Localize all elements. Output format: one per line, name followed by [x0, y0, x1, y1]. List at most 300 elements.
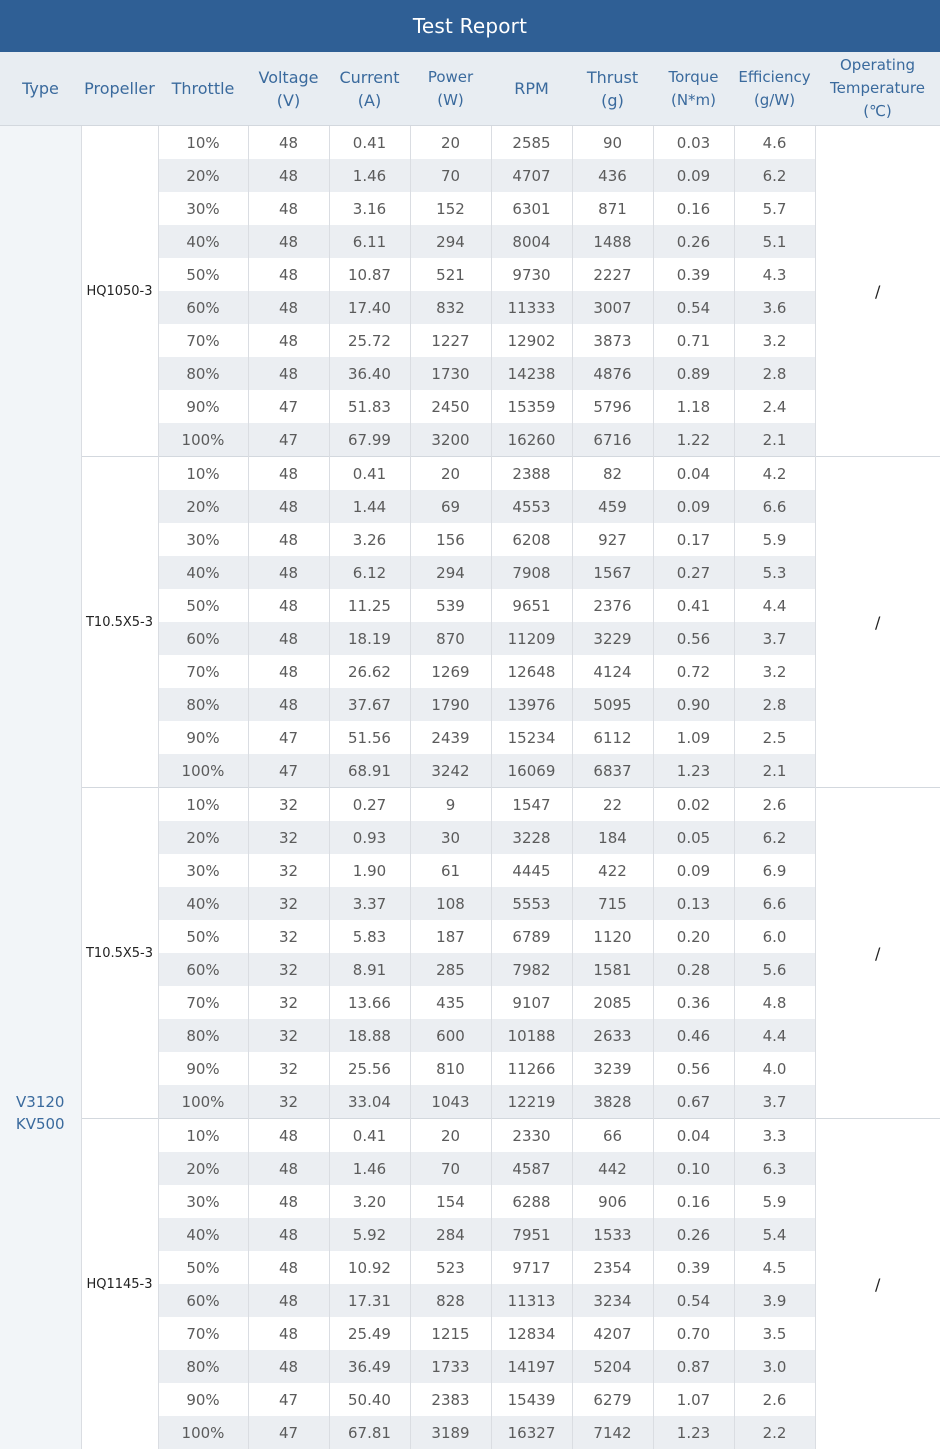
- power-cell: 69: [410, 490, 491, 523]
- rpm-cell: 6288: [491, 1185, 572, 1218]
- current-cell: 68.91: [329, 754, 410, 788]
- thrust-cell: 2376: [572, 589, 653, 622]
- throttle-cell: 40%: [158, 1218, 248, 1251]
- voltage-cell: 48: [248, 1119, 329, 1153]
- thrust-cell: 184: [572, 821, 653, 854]
- propeller-cell: HQ1145-3: [81, 1119, 158, 1449]
- power-cell: 828: [410, 1284, 491, 1317]
- throttle-cell: 30%: [158, 523, 248, 556]
- current-cell: 67.99: [329, 423, 410, 457]
- voltage-cell: 48: [248, 490, 329, 523]
- thrust-cell: 3007: [572, 291, 653, 324]
- rpm-cell: 7951: [491, 1218, 572, 1251]
- throttle-cell: 20%: [158, 1152, 248, 1185]
- torque-cell: 0.56: [653, 622, 734, 655]
- power-cell: 20: [410, 1119, 491, 1153]
- table-row: [0, 126, 940, 160]
- voltage-cell: 47: [248, 1383, 329, 1416]
- operating-temperature-cell: /: [815, 457, 940, 788]
- voltage-cell: 48: [248, 291, 329, 324]
- power-cell: 294: [410, 556, 491, 589]
- torque-cell: 0.16: [653, 192, 734, 225]
- header-thrust: Thrust (g): [572, 52, 653, 126]
- thrust-cell: 6279: [572, 1383, 653, 1416]
- torque-cell: 0.05: [653, 821, 734, 854]
- thrust-cell: 3234: [572, 1284, 653, 1317]
- torque-cell: 0.71: [653, 324, 734, 357]
- thrust-cell: 2227: [572, 258, 653, 291]
- torque-cell: 0.28: [653, 953, 734, 986]
- current-cell: 1.90: [329, 854, 410, 887]
- rpm-cell: 12648: [491, 655, 572, 688]
- thrust-cell: 906: [572, 1185, 653, 1218]
- table-row: [0, 1119, 940, 1153]
- current-cell: 51.56: [329, 721, 410, 754]
- torque-cell: 0.39: [653, 258, 734, 291]
- thrust-cell: 82: [572, 457, 653, 491]
- rpm-cell: 9107: [491, 986, 572, 1019]
- current-cell: 13.66: [329, 986, 410, 1019]
- efficiency-cell: 6.6: [734, 887, 815, 920]
- power-cell: 1730: [410, 357, 491, 390]
- throttle-cell: 70%: [158, 324, 248, 357]
- thrust-cell: 2633: [572, 1019, 653, 1052]
- current-cell: 3.20: [329, 1185, 410, 1218]
- rpm-cell: 2330: [491, 1119, 572, 1153]
- throttle-cell: 40%: [158, 556, 248, 589]
- efficiency-cell: 2.5: [734, 721, 815, 754]
- throttle-cell: 100%: [158, 423, 248, 457]
- torque-cell: 0.13: [653, 887, 734, 920]
- power-cell: 20: [410, 126, 491, 160]
- header-rpm: RPM: [491, 52, 572, 126]
- thrust-cell: 7142: [572, 1416, 653, 1449]
- efficiency-cell: 2.1: [734, 754, 815, 788]
- rpm-cell: 6301: [491, 192, 572, 225]
- rpm-cell: 8004: [491, 225, 572, 258]
- rpm-cell: 16069: [491, 754, 572, 788]
- throttle-cell: 30%: [158, 1185, 248, 1218]
- throttle-cell: 90%: [158, 1383, 248, 1416]
- torque-cell: 0.36: [653, 986, 734, 1019]
- rpm-cell: 16327: [491, 1416, 572, 1449]
- voltage-cell: 48: [248, 159, 329, 192]
- power-cell: 30: [410, 821, 491, 854]
- torque-cell: 0.39: [653, 1251, 734, 1284]
- thrust-cell: 4207: [572, 1317, 653, 1350]
- rpm-cell: 10188: [491, 1019, 572, 1052]
- operating-temperature-cell: /: [815, 788, 940, 1119]
- throttle-cell: 20%: [158, 159, 248, 192]
- propeller-cell: T10.5X5-3: [81, 457, 158, 788]
- efficiency-cell: 2.6: [734, 1383, 815, 1416]
- voltage-cell: 48: [248, 1251, 329, 1284]
- current-cell: 6.12: [329, 556, 410, 589]
- rpm-cell: 13976: [491, 688, 572, 721]
- rpm-cell: 6789: [491, 920, 572, 953]
- throttle-cell: 50%: [158, 920, 248, 953]
- rpm-cell: 2585: [491, 126, 572, 160]
- voltage-cell: 32: [248, 953, 329, 986]
- voltage-cell: 48: [248, 556, 329, 589]
- current-cell: 0.93: [329, 821, 410, 854]
- torque-cell: 0.90: [653, 688, 734, 721]
- torque-cell: 1.23: [653, 1416, 734, 1449]
- rpm-cell: 12219: [491, 1085, 572, 1119]
- torque-cell: 0.04: [653, 1119, 734, 1153]
- current-cell: 50.40: [329, 1383, 410, 1416]
- torque-cell: 0.54: [653, 291, 734, 324]
- efficiency-cell: 6.9: [734, 854, 815, 887]
- efficiency-cell: 2.6: [734, 788, 815, 822]
- efficiency-cell: 4.6: [734, 126, 815, 160]
- power-cell: 1269: [410, 655, 491, 688]
- voltage-cell: 47: [248, 1416, 329, 1449]
- current-cell: 33.04: [329, 1085, 410, 1119]
- rpm-cell: 14197: [491, 1350, 572, 1383]
- header-voltage: Voltage (V): [248, 52, 329, 126]
- current-cell: 25.56: [329, 1052, 410, 1085]
- throttle-cell: 80%: [158, 1019, 248, 1052]
- throttle-cell: 50%: [158, 1251, 248, 1284]
- efficiency-cell: 5.3: [734, 556, 815, 589]
- thrust-cell: 871: [572, 192, 653, 225]
- voltage-cell: 32: [248, 1052, 329, 1085]
- thrust-cell: 436: [572, 159, 653, 192]
- power-cell: 2450: [410, 390, 491, 423]
- thrust-cell: 5204: [572, 1350, 653, 1383]
- operating-temperature-cell: /: [815, 1119, 940, 1449]
- current-cell: 18.19: [329, 622, 410, 655]
- rpm-cell: 6208: [491, 523, 572, 556]
- voltage-cell: 48: [248, 324, 329, 357]
- current-cell: 10.87: [329, 258, 410, 291]
- efficiency-cell: 3.2: [734, 655, 815, 688]
- throttle-cell: 90%: [158, 721, 248, 754]
- efficiency-cell: 6.0: [734, 920, 815, 953]
- power-cell: 810: [410, 1052, 491, 1085]
- throttle-cell: 40%: [158, 887, 248, 920]
- thrust-cell: 66: [572, 1119, 653, 1153]
- voltage-cell: 48: [248, 1152, 329, 1185]
- thrust-cell: 3239: [572, 1052, 653, 1085]
- power-cell: 20: [410, 457, 491, 491]
- voltage-cell: 48: [248, 357, 329, 390]
- power-cell: 187: [410, 920, 491, 953]
- voltage-cell: 47: [248, 754, 329, 788]
- voltage-cell: 48: [248, 457, 329, 491]
- power-cell: 1043: [410, 1085, 491, 1119]
- current-cell: 1.44: [329, 490, 410, 523]
- efficiency-cell: 2.4: [734, 390, 815, 423]
- throttle-cell: 90%: [158, 390, 248, 423]
- current-cell: 1.46: [329, 159, 410, 192]
- voltage-cell: 32: [248, 1085, 329, 1119]
- current-cell: 25.72: [329, 324, 410, 357]
- voltage-cell: 32: [248, 920, 329, 953]
- throttle-cell: 50%: [158, 589, 248, 622]
- efficiency-cell: 6.6: [734, 490, 815, 523]
- current-cell: 3.37: [329, 887, 410, 920]
- efficiency-cell: 3.0: [734, 1350, 815, 1383]
- rpm-cell: 11209: [491, 622, 572, 655]
- throttle-cell: 40%: [158, 225, 248, 258]
- power-cell: 285: [410, 953, 491, 986]
- power-cell: 108: [410, 887, 491, 920]
- throttle-cell: 30%: [158, 192, 248, 225]
- efficiency-cell: 4.0: [734, 1052, 815, 1085]
- power-cell: 3200: [410, 423, 491, 457]
- power-cell: 3242: [410, 754, 491, 788]
- current-cell: 5.92: [329, 1218, 410, 1251]
- thrust-cell: 1120: [572, 920, 653, 953]
- rpm-cell: 4707: [491, 159, 572, 192]
- power-cell: 1733: [410, 1350, 491, 1383]
- current-cell: 0.27: [329, 788, 410, 822]
- torque-cell: 0.03: [653, 126, 734, 160]
- thrust-cell: 927: [572, 523, 653, 556]
- header-type: Type: [0, 52, 81, 126]
- throttle-cell: 60%: [158, 622, 248, 655]
- current-cell: 8.91: [329, 953, 410, 986]
- voltage-cell: 48: [248, 225, 329, 258]
- torque-cell: 1.09: [653, 721, 734, 754]
- throttle-cell: 30%: [158, 854, 248, 887]
- rpm-cell: 15439: [491, 1383, 572, 1416]
- power-cell: 2383: [410, 1383, 491, 1416]
- rpm-cell: 12834: [491, 1317, 572, 1350]
- throttle-cell: 100%: [158, 1085, 248, 1119]
- current-cell: 17.40: [329, 291, 410, 324]
- thrust-cell: 4876: [572, 357, 653, 390]
- rpm-cell: 11313: [491, 1284, 572, 1317]
- motor-type-line1: V3120: [0, 1091, 81, 1113]
- torque-cell: 0.27: [653, 556, 734, 589]
- voltage-cell: 48: [248, 1284, 329, 1317]
- rpm-cell: 1547: [491, 788, 572, 822]
- power-cell: 9: [410, 788, 491, 822]
- throttle-cell: 20%: [158, 490, 248, 523]
- torque-cell: 0.72: [653, 655, 734, 688]
- throttle-cell: 80%: [158, 357, 248, 390]
- power-cell: 3189: [410, 1416, 491, 1449]
- efficiency-cell: 6.2: [734, 821, 815, 854]
- thrust-cell: 6112: [572, 721, 653, 754]
- torque-cell: 0.54: [653, 1284, 734, 1317]
- power-cell: 152: [410, 192, 491, 225]
- power-cell: 832: [410, 291, 491, 324]
- power-cell: 294: [410, 225, 491, 258]
- rpm-cell: 14238: [491, 357, 572, 390]
- thrust-cell: 1581: [572, 953, 653, 986]
- rpm-cell: 9651: [491, 589, 572, 622]
- torque-cell: 0.20: [653, 920, 734, 953]
- throttle-cell: 10%: [158, 126, 248, 160]
- voltage-cell: 48: [248, 1218, 329, 1251]
- efficiency-cell: 5.7: [734, 192, 815, 225]
- propeller-cell: T10.5X5-3: [81, 788, 158, 1119]
- current-cell: 0.41: [329, 126, 410, 160]
- thrust-cell: 3828: [572, 1085, 653, 1119]
- power-cell: 1215: [410, 1317, 491, 1350]
- efficiency-cell: 3.6: [734, 291, 815, 324]
- voltage-cell: 48: [248, 589, 329, 622]
- throttle-cell: 80%: [158, 688, 248, 721]
- efficiency-cell: 6.2: [734, 159, 815, 192]
- torque-cell: 1.18: [653, 390, 734, 423]
- current-cell: 0.41: [329, 457, 410, 491]
- throttle-cell: 70%: [158, 986, 248, 1019]
- torque-cell: 1.23: [653, 754, 734, 788]
- rpm-cell: 9717: [491, 1251, 572, 1284]
- power-cell: 600: [410, 1019, 491, 1052]
- voltage-cell: 48: [248, 655, 329, 688]
- torque-cell: 0.70: [653, 1317, 734, 1350]
- thrust-cell: 6716: [572, 423, 653, 457]
- voltage-cell: 48: [248, 192, 329, 225]
- current-cell: 18.88: [329, 1019, 410, 1052]
- thrust-cell: 459: [572, 490, 653, 523]
- rpm-cell: 3228: [491, 821, 572, 854]
- throttle-cell: 60%: [158, 953, 248, 986]
- efficiency-cell: 3.7: [734, 1085, 815, 1119]
- header-efficiency: Efficiency (g/W): [734, 52, 815, 126]
- thrust-cell: 422: [572, 854, 653, 887]
- efficiency-cell: 4.2: [734, 457, 815, 491]
- efficiency-cell: 5.9: [734, 523, 815, 556]
- current-cell: 3.16: [329, 192, 410, 225]
- efficiency-cell: 5.1: [734, 225, 815, 258]
- header-propeller: Propeller: [81, 52, 158, 126]
- current-cell: 51.83: [329, 390, 410, 423]
- report-title: Test Report: [0, 0, 940, 52]
- voltage-cell: 48: [248, 688, 329, 721]
- current-cell: 26.62: [329, 655, 410, 688]
- rpm-cell: 11333: [491, 291, 572, 324]
- torque-cell: 0.89: [653, 357, 734, 390]
- torque-cell: 0.26: [653, 1218, 734, 1251]
- rpm-cell: 9730: [491, 258, 572, 291]
- torque-cell: 0.09: [653, 854, 734, 887]
- power-cell: 521: [410, 258, 491, 291]
- thrust-cell: 3873: [572, 324, 653, 357]
- thrust-cell: 5095: [572, 688, 653, 721]
- thrust-cell: 4124: [572, 655, 653, 688]
- torque-cell: 0.10: [653, 1152, 734, 1185]
- propeller-cell: HQ1050-3: [81, 126, 158, 457]
- power-cell: 70: [410, 1152, 491, 1185]
- header-torque: Torque (N*m): [653, 52, 734, 126]
- power-cell: 2439: [410, 721, 491, 754]
- efficiency-cell: 4.3: [734, 258, 815, 291]
- current-cell: 10.92: [329, 1251, 410, 1284]
- thrust-cell: 22: [572, 788, 653, 822]
- power-cell: 539: [410, 589, 491, 622]
- test-report-table: [0, 52, 940, 1449]
- torque-cell: 0.09: [653, 490, 734, 523]
- operating-temperature-cell: /: [815, 126, 940, 457]
- voltage-cell: 48: [248, 1185, 329, 1218]
- header-current: Current (A): [329, 52, 410, 126]
- throttle-cell: 100%: [158, 754, 248, 788]
- efficiency-cell: 3.2: [734, 324, 815, 357]
- current-cell: 5.83: [329, 920, 410, 953]
- torque-cell: 0.56: [653, 1052, 734, 1085]
- efficiency-cell: 4.5: [734, 1251, 815, 1284]
- table-row: [0, 457, 940, 491]
- efficiency-cell: 3.5: [734, 1317, 815, 1350]
- rpm-cell: 11266: [491, 1052, 572, 1085]
- power-cell: 154: [410, 1185, 491, 1218]
- thrust-cell: 715: [572, 887, 653, 920]
- throttle-cell: 70%: [158, 1317, 248, 1350]
- voltage-cell: 48: [248, 523, 329, 556]
- throttle-cell: 50%: [158, 258, 248, 291]
- thrust-cell: 6837: [572, 754, 653, 788]
- thrust-cell: 2354: [572, 1251, 653, 1284]
- efficiency-cell: 2.8: [734, 688, 815, 721]
- thrust-cell: 1567: [572, 556, 653, 589]
- rpm-cell: 15234: [491, 721, 572, 754]
- throttle-cell: 70%: [158, 655, 248, 688]
- torque-cell: 1.22: [653, 423, 734, 457]
- efficiency-cell: 3.7: [734, 622, 815, 655]
- rpm-cell: 7982: [491, 953, 572, 986]
- torque-cell: 0.67: [653, 1085, 734, 1119]
- torque-cell: 0.46: [653, 1019, 734, 1052]
- voltage-cell: 47: [248, 721, 329, 754]
- thrust-cell: 442: [572, 1152, 653, 1185]
- current-cell: 11.25: [329, 589, 410, 622]
- table-body: [0, 126, 940, 1449]
- throttle-cell: 20%: [158, 821, 248, 854]
- current-cell: 1.46: [329, 1152, 410, 1185]
- voltage-cell: 32: [248, 788, 329, 822]
- efficiency-cell: 4.8: [734, 986, 815, 1019]
- current-cell: 6.11: [329, 225, 410, 258]
- table-row: [0, 788, 940, 822]
- throttle-cell: 10%: [158, 457, 248, 491]
- throttle-cell: 90%: [158, 1052, 248, 1085]
- power-cell: 870: [410, 622, 491, 655]
- motor-type-line2: KV500: [0, 1113, 81, 1135]
- voltage-cell: 32: [248, 1019, 329, 1052]
- thrust-cell: 1533: [572, 1218, 653, 1251]
- torque-cell: 0.41: [653, 589, 734, 622]
- header-power: Power (W): [410, 52, 491, 126]
- header-operating-temperature: Operating Temperature (℃): [815, 52, 940, 126]
- thrust-cell: 90: [572, 126, 653, 160]
- voltage-cell: 32: [248, 821, 329, 854]
- torque-cell: 1.07: [653, 1383, 734, 1416]
- rpm-cell: 15359: [491, 390, 572, 423]
- efficiency-cell: 5.6: [734, 953, 815, 986]
- thrust-cell: 3229: [572, 622, 653, 655]
- rpm-cell: 4445: [491, 854, 572, 887]
- voltage-cell: 48: [248, 258, 329, 291]
- current-cell: 0.41: [329, 1119, 410, 1153]
- efficiency-cell: 5.9: [734, 1185, 815, 1218]
- current-cell: 37.67: [329, 688, 410, 721]
- torque-cell: 0.04: [653, 457, 734, 491]
- power-cell: 284: [410, 1218, 491, 1251]
- current-cell: 36.40: [329, 357, 410, 390]
- thrust-cell: 2085: [572, 986, 653, 1019]
- throttle-cell: 60%: [158, 291, 248, 324]
- torque-cell: 0.16: [653, 1185, 734, 1218]
- throttle-cell: 100%: [158, 1416, 248, 1449]
- current-cell: 17.31: [329, 1284, 410, 1317]
